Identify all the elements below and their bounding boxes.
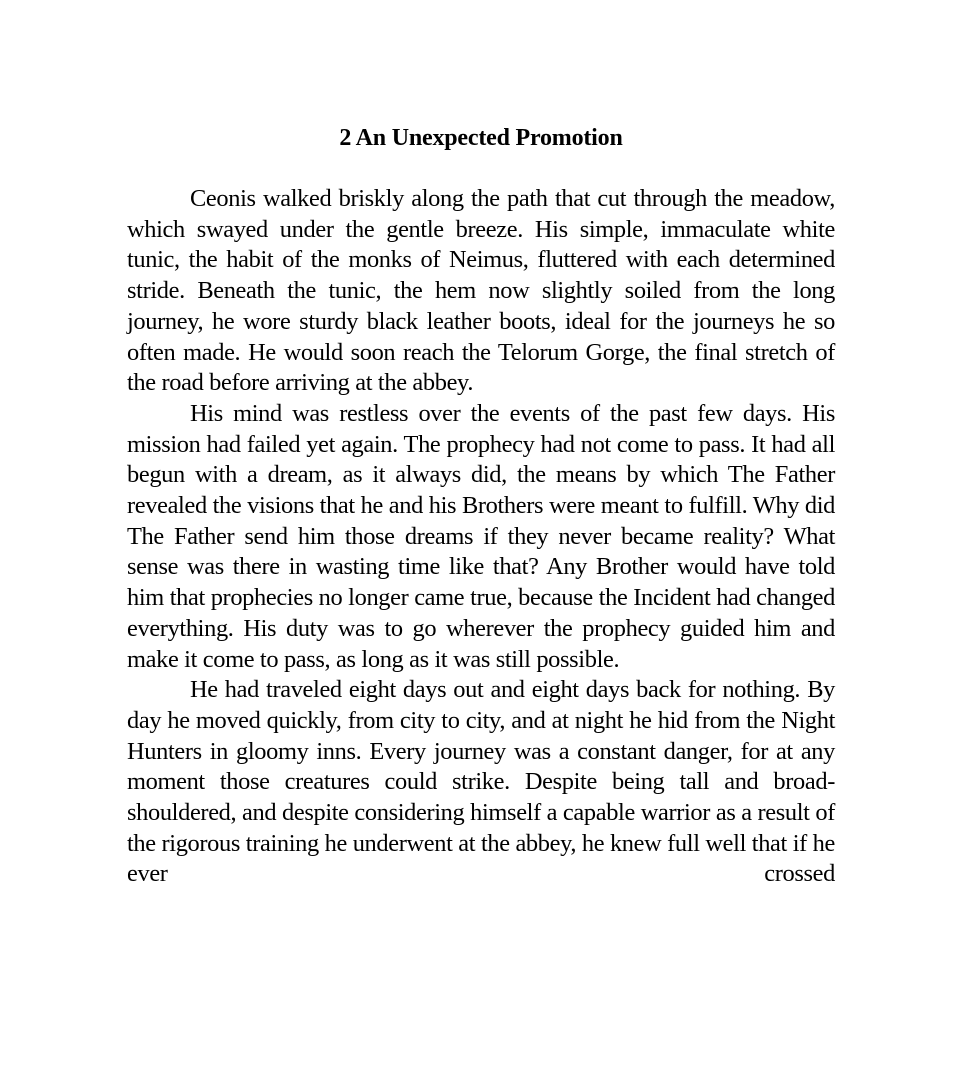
paragraph: He had traveled eight days out and eight days back for nothing. By day he moved quickly, from city to city, and at night he hid from the Night Hunters in gloomy inns. Every journey was a constant danger, for at any moment those creatures could strike. Despite being tall and broad-shouldered, and despite considering himself a capable warrior as a result of the rigorous training he underwent at the abbey, he knew full well that if he ever crossed [127, 676, 835, 888]
book-page [127, 122, 835, 890]
chapter-title: 2 An Unexpected Promotion [339, 125, 623, 151]
paragraph: Ceonis walked briskly along the path that cut through the meadow, which swayed under the gentle breeze. His simple, immaculate white tunic, the habit of the monks of Neimus, fluttered with each determined stride. Beneath the tunic, the hem now slightly soiled from the long journey, he wore sturdy black leather boots, ideal for the journeys he so often made. He would soon reach the Telorum Gorge, the final stretch of the road before arriving at the abbey. [127, 185, 835, 397]
paragraph: His mind was restless over the events of the past few days. His mission had failed yet again. The prophecy had not come to pass. It had all begun with a dream, as it always did, the means by which The Father revealed the visions that he and his Brothers were meant to fulfill. Why did The Father send him those dreams if they never became reality? What sense was there in wasting time like that? Any Brother would have told him that prophecies no longer came true, because the Incident had changed everything. His duty was to go wherever the prophecy guided him and make it come to pass, as long as it was still possible. [127, 399, 835, 673]
